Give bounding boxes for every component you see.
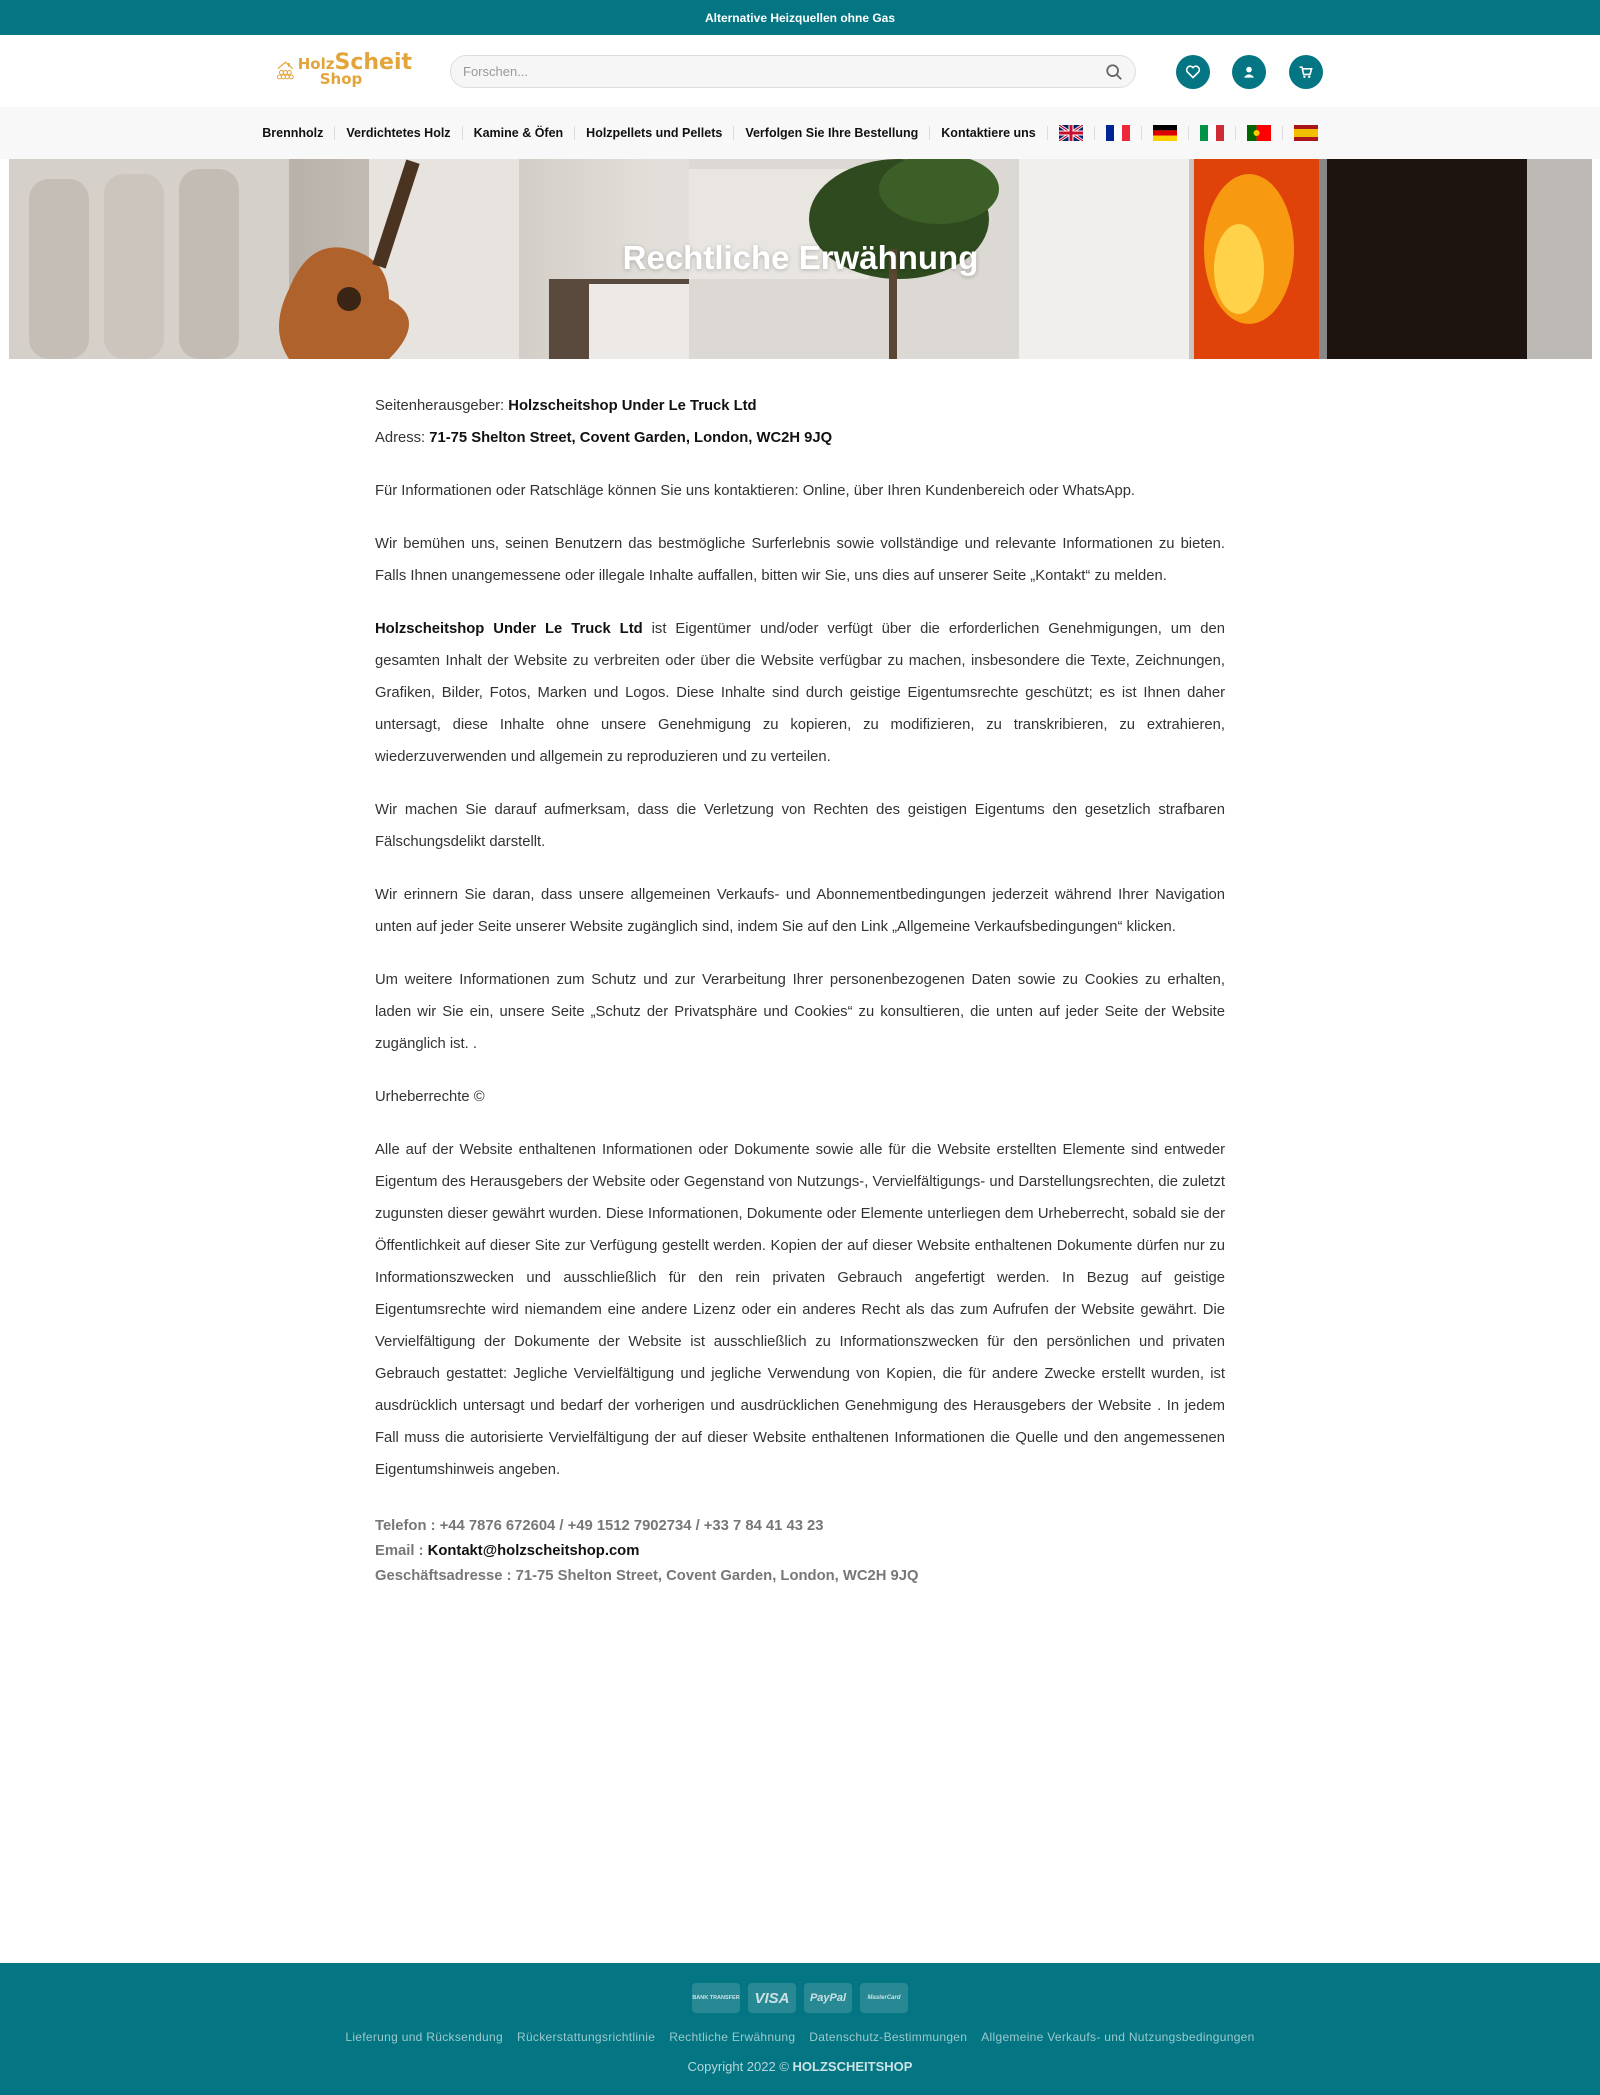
paragraph-user-experience: Wir bemühen uns, seinen Benutzern das bestmögliche Surferlebnis sowie vollständige und relevante Informationen zu bieten. Falls Ihnen unangemessene oder illegale Inhalte auffallen, bitten wir Sie, uns dies auf unserer Seite „Kontakt“ zu melden. [375,536,1225,584]
nav-divider [1141,126,1142,140]
logo-house-icon [277,50,294,92]
page-title: Rechtliche Erwähnung [622,239,979,276]
nav-item-kamine-oefen[interactable]: Kamine & Öfen [463,126,576,140]
header [0,35,1600,107]
cart-icon [1298,64,1314,80]
cart-button[interactable] [1289,55,1323,89]
footer-link-delivery[interactable]: Lieferung und Rücksendung [345,2030,503,2044]
contact-email-line: Email : Kontakt@holzscheitshop.com [375,1543,640,1559]
address-line: Adress: 71-75 Shelton Street, Covent Garden, London, WC2H 9JQ [375,430,833,446]
footer-link-legal[interactable]: Rechtliche Erwähnung [669,2030,796,2044]
site-logo[interactable] [277,48,412,94]
italy-flag-icon[interactable] [1200,125,1224,141]
address-value: 71-75 Shelton Street, Covent Garden, London, WC2H 9JQ [429,430,833,446]
publisher-line: Seitenherausgeber: Holzscheitshop Under Le Truck Ltd [375,398,757,414]
nav-divider [1282,126,1283,140]
legal-content [375,390,1225,1589]
search-icon[interactable] [1105,63,1123,81]
wishlist-button[interactable] [1176,55,1210,89]
portugal-flag-icon[interactable] [1247,125,1271,141]
hero-banner [9,159,1592,359]
nav-item-brennholz[interactable]: Brennholz [251,126,335,140]
paragraph-ownership: Holzscheitshop Under Le Truck Ltd ist Eigentümer und/oder verfügt über die erforderlichen Genehmigungen, um den gesamten Inhalt der Website zu verbreiten oder über die Website verfügbar zu machen, insbesondere die Texte, Zeichnungen, Grafiken, Bilder, Fotos, Marken und Logos. Diese Inhalte sind durch geistige Eigentumsrechte geschützt; es ist Ihnen daher untersagt, diese Inhalte ohne unsere Genehmigung zu kopieren, zu modifizieren, zu transkribieren, zu extrahieren, wiederzuverwenden und allgemein zu reproduzieren und zu verteilen. [375,621,1225,765]
nav-divider [1235,126,1236,140]
mastercard-icon: MasterCard [860,1983,908,2013]
contact-email-link[interactable]: Kontakt@holzscheitshop.com [427,1543,640,1559]
germany-flag-icon[interactable] [1153,125,1177,141]
paragraph-privacy: Um weitere Informationen zum Schutz und zur Verarbeitung Ihrer personenbezogenen Daten sowie zu Cookies zu erhalten, laden wir Sie ein, unsere Seite „Schutz der Privatsphäre und Cookies“ zu konsultieren, die unten auf jeder Seite der Website zugänglich ist. . [375,972,1225,1052]
nav-item-order-tracking[interactable]: Verfolgen Sie Ihre Bestellung [734,126,930,140]
footer-link-refund[interactable]: Rückerstattungsrichtlinie [516,2030,656,2044]
spain-flag-icon[interactable] [1294,125,1318,141]
contact-address: Geschäftsadresse : 71-75 Shelton Street, Covent Garden, London, WC2H 9JQ [375,1568,919,1584]
main-navigation [0,107,1600,159]
heart-icon [1185,64,1201,80]
nav-item-contact[interactable]: Kontaktiere uns [930,126,1047,140]
paypal-icon: PayPal [804,1983,852,2013]
publisher-name: Holzscheitshop Under Le Truck Ltd [508,398,757,414]
contact-block [375,1514,1225,1589]
visa-icon: VISA [748,1983,796,2013]
nav-item-holzpellets[interactable]: Holzpellets und Pellets [575,126,734,140]
payment-methods [0,1983,1600,2013]
paragraph-copyright: Alle auf der Website enthaltenen Informationen oder Dokumente sowie alle für die Website erstellten Elemente sind entweder Eigentum des Herausgebers der Website oder Gegenstand von Nutzungs-, Vervielfältigungs- und Darstellungsrechten, die zuletzt zugunsten dieser gewährt wurden. Diese Informationen, Dokumente oder Elemente unterliegen dem Urheberrecht, sobald sie der Öffentlichkeit auf dieser Site zur Verfügung gestellt werden. Kopien der auf dieser Website enthaltenen Dokumente dürfen nur zu Informationszwecken und ausschließlich für den rein privaten Gebrauch angefertigt werden. In Bezug auf geistige Eigentumsrechte wird niemandem eine andere Lizenz oder ein anderes Recht als das zum Aufrufen der Website gewährt. Die Vervielfältigung der Dokumente der Website ist ausschließlich zu Informationszwecken für den persönlichen und privaten Gebrauch gestattet: Jegliche Vervielfältigung und jegliche Verwendung von Kopien, die für andere Zwecke erstellt wurden, ist ausdrücklich untersagt und bedarf der vorherigen und ausdrücklichen Genehmigung des Herausgebers der Website . In jedem Fall muss die autorisierte Vervielfältigung der auf dieser Website enthaltenen Informationen die Quelle und den angemessenen Eigentumshinweis angeben. [375,1142,1225,1478]
copyright-notice: Copyright 2022 © HOLZSCHEITSHOP [687,2059,913,2074]
footer-links [0,2030,1600,2044]
announcement-text: Alternative Heizquellen ohne Gas [704,10,896,25]
uk-flag-icon[interactable] [1059,125,1083,141]
paragraph-contact-info: Für Informationen oder Ratschläge können Sie uns kontaktieren: Online, über Ihren Kundenbereich oder WhatsApp. [375,483,1136,499]
user-icon [1241,64,1257,80]
france-flag-icon[interactable] [1106,125,1130,141]
contact-phone: Telefon : +44 7876 672604 / +49 1512 7902734 / +33 7 84 41 43 23 [375,1518,824,1534]
search-bar [450,55,1136,88]
bank-transfer-icon: BANK TRANSFER [692,1983,740,2013]
search-input[interactable] [463,64,1105,79]
footer-link-terms[interactable]: Allgemeine Verkaufs- und Nutzungsbedingungen [981,2030,1255,2044]
paragraph-terms: Wir erinnern Sie daran, dass unsere allgemeinen Verkaufs- und Abonnementbedingungen jederzeit während Ihrer Navigation unten auf jeder Seite unserer Website zugänglich sind, indem Sie auf den Link „Allgemeine Verkaufsbedingungen“ klicken. [375,887,1225,935]
footer-link-privacy[interactable]: Datenschutz-Bestimmungen [809,2030,968,2044]
nav-item-verdichtetes-holz[interactable]: Verdichtetes Holz [335,126,462,140]
copyright-heading: Urheberrechte © [375,1089,485,1105]
account-button[interactable] [1232,55,1266,89]
logo-wordmark: HolzScheit Shop [297,50,412,88]
paragraph-infringement: Wir machen Sie darauf aufmerksam, dass die Verletzung von Rechten des geistigen Eigentums den gesetzlich strafbaren Fälschungsdelikt darstellt. [375,802,1225,850]
top-announcement-bar [0,0,1600,35]
footer [0,1963,1600,2095]
nav-divider [1094,126,1095,140]
nav-divider [1188,126,1189,140]
